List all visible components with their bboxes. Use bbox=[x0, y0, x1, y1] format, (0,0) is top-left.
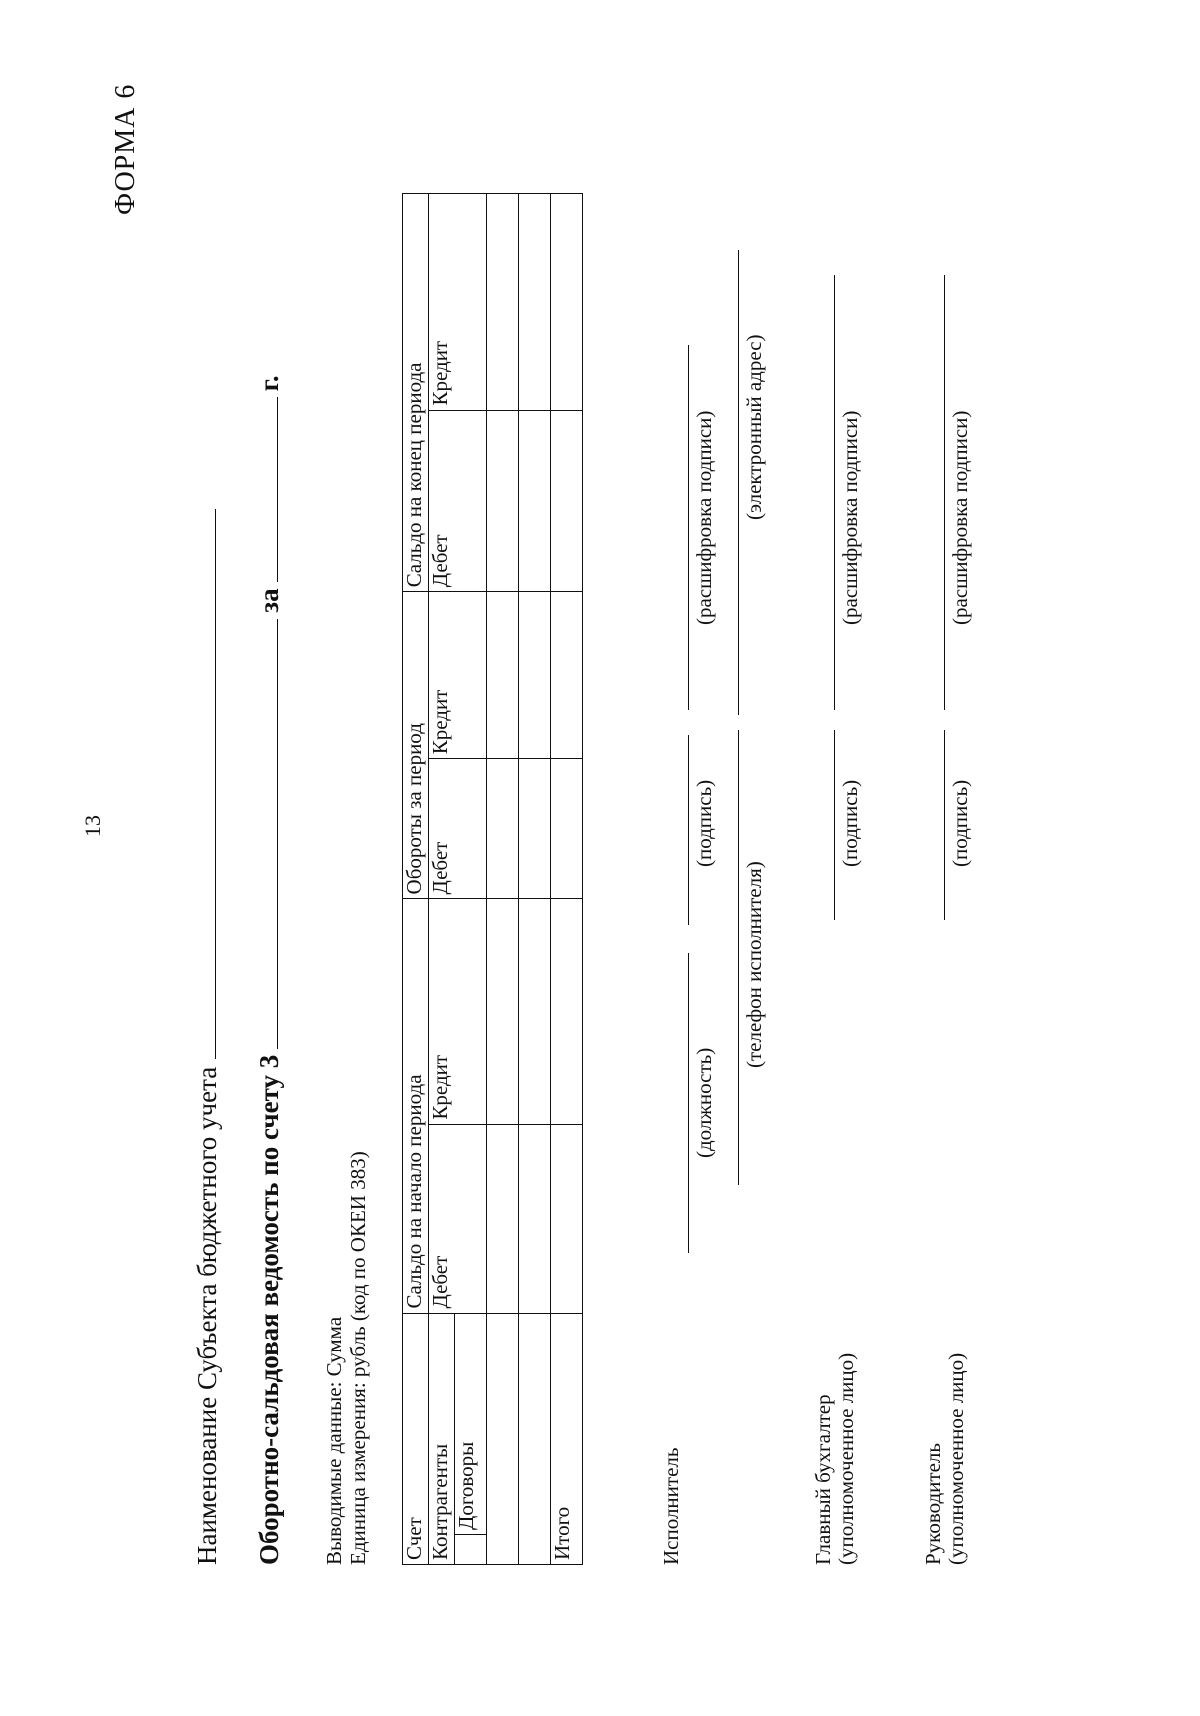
executor-email-caption: (электронный адрес) bbox=[742, 334, 766, 520]
chief-accountant-title: Главный бухгалтер bbox=[811, 1394, 835, 1565]
executor-signature-caption: (подпись) bbox=[692, 779, 716, 867]
account-blank bbox=[254, 619, 278, 1049]
opening-debit-header: Дебет bbox=[429, 1124, 487, 1313]
table-row bbox=[487, 194, 519, 1565]
org-name-label: Наименование Субъекта бюджетного учета bbox=[192, 1066, 222, 1565]
closing-debit-header: Дебет bbox=[429, 410, 487, 592]
title-middle: за bbox=[254, 588, 284, 613]
chief-accountant-subtitle: (уполномоченное лицо) bbox=[834, 1352, 858, 1565]
table-cell bbox=[487, 759, 519, 899]
table-row bbox=[519, 194, 551, 1565]
table-cell bbox=[519, 410, 551, 592]
head-title: Руководитель bbox=[921, 1443, 945, 1565]
title-prefix: Оборотно-сальдовая ведомость по счету 3 bbox=[254, 1054, 284, 1565]
table-cell bbox=[519, 194, 551, 411]
table-cell bbox=[551, 759, 583, 899]
table-cell bbox=[551, 410, 583, 592]
table-cell bbox=[551, 899, 583, 1124]
head-decode-caption: (расшифровка подписи) bbox=[948, 410, 972, 625]
table-row-total bbox=[551, 194, 583, 1565]
table-cell bbox=[487, 194, 519, 411]
executor-position-line bbox=[688, 953, 689, 1253]
table-cell bbox=[487, 1313, 519, 1564]
table-cell bbox=[487, 1124, 519, 1313]
output-data-label: Выводимые данные: Сумма bbox=[322, 1316, 346, 1565]
turnover-credit-header: Кредит bbox=[429, 592, 487, 759]
table-cell bbox=[519, 592, 551, 759]
executor-decode-line bbox=[688, 345, 689, 710]
chief-accountant-decode-caption: (расшифровка подписи) bbox=[838, 410, 862, 625]
head-subtitle: (уполномоченное лицо) bbox=[944, 1352, 968, 1565]
turnover-debit-header: Дебет bbox=[429, 759, 487, 899]
table-cell bbox=[487, 410, 519, 592]
report-title bbox=[254, 375, 285, 1565]
head-role bbox=[922, 1353, 968, 1565]
executor-email-line bbox=[738, 250, 739, 715]
executor-decode-caption: (расшифровка подписи) bbox=[692, 410, 716, 625]
org-name-blank bbox=[192, 509, 216, 1059]
form-label: ФОРМА 6 bbox=[110, 83, 141, 215]
header-account: Счет bbox=[403, 1313, 429, 1564]
header-turnover: Обороты за период bbox=[403, 592, 429, 899]
opening-credit-header: Кредит bbox=[429, 899, 487, 1124]
chief-accountant-decode-line bbox=[834, 275, 835, 710]
table-cell bbox=[487, 899, 519, 1124]
header-closing-balance: Сальдо на конец периода bbox=[403, 194, 429, 592]
row-counterparties: Контрагенты bbox=[429, 1313, 455, 1564]
row-total: Итого bbox=[551, 1313, 583, 1564]
table-row bbox=[429, 194, 455, 1565]
head-signature-line bbox=[944, 730, 945, 920]
chief-accountant-signature-line bbox=[834, 730, 835, 920]
executor-phone-caption: (телефон исполнителя) bbox=[742, 861, 766, 1068]
table-cell bbox=[519, 899, 551, 1124]
unit-label: Единица измерения: рубль (код по ОКЕИ 383) bbox=[346, 1151, 370, 1565]
table-cell bbox=[455, 1535, 487, 1565]
table-cell bbox=[551, 1124, 583, 1313]
table-cell bbox=[519, 1313, 551, 1564]
table-header-row bbox=[403, 194, 429, 1565]
turnover-table bbox=[402, 193, 583, 1565]
executor-position-caption: (должность) bbox=[692, 1047, 716, 1158]
chief-accountant-signature-caption: (подпись) bbox=[838, 779, 862, 867]
header-opening-balance: Сальдо на начало периода bbox=[403, 899, 429, 1313]
table-cell bbox=[519, 759, 551, 899]
page-number: 13 bbox=[80, 815, 105, 837]
table-cell bbox=[551, 194, 583, 411]
head-decode-line bbox=[944, 275, 945, 710]
chief-accountant-role bbox=[812, 1353, 858, 1565]
executor-signature-line bbox=[688, 735, 689, 925]
row-contracts: Договоры bbox=[455, 1313, 487, 1534]
table-cell bbox=[519, 1124, 551, 1313]
document-sheet bbox=[0, 25, 1200, 1705]
executor-phone-line bbox=[738, 730, 739, 1185]
closing-credit-header: Кредит bbox=[429, 194, 487, 411]
table-cell bbox=[551, 592, 583, 759]
head-signature-caption: (подпись) bbox=[948, 779, 972, 867]
table-cell bbox=[487, 592, 519, 759]
org-name-line bbox=[192, 509, 223, 1565]
title-suffix: г. bbox=[254, 375, 284, 392]
executor-role: Исполнитель bbox=[659, 1447, 683, 1565]
period-blank bbox=[254, 397, 278, 582]
